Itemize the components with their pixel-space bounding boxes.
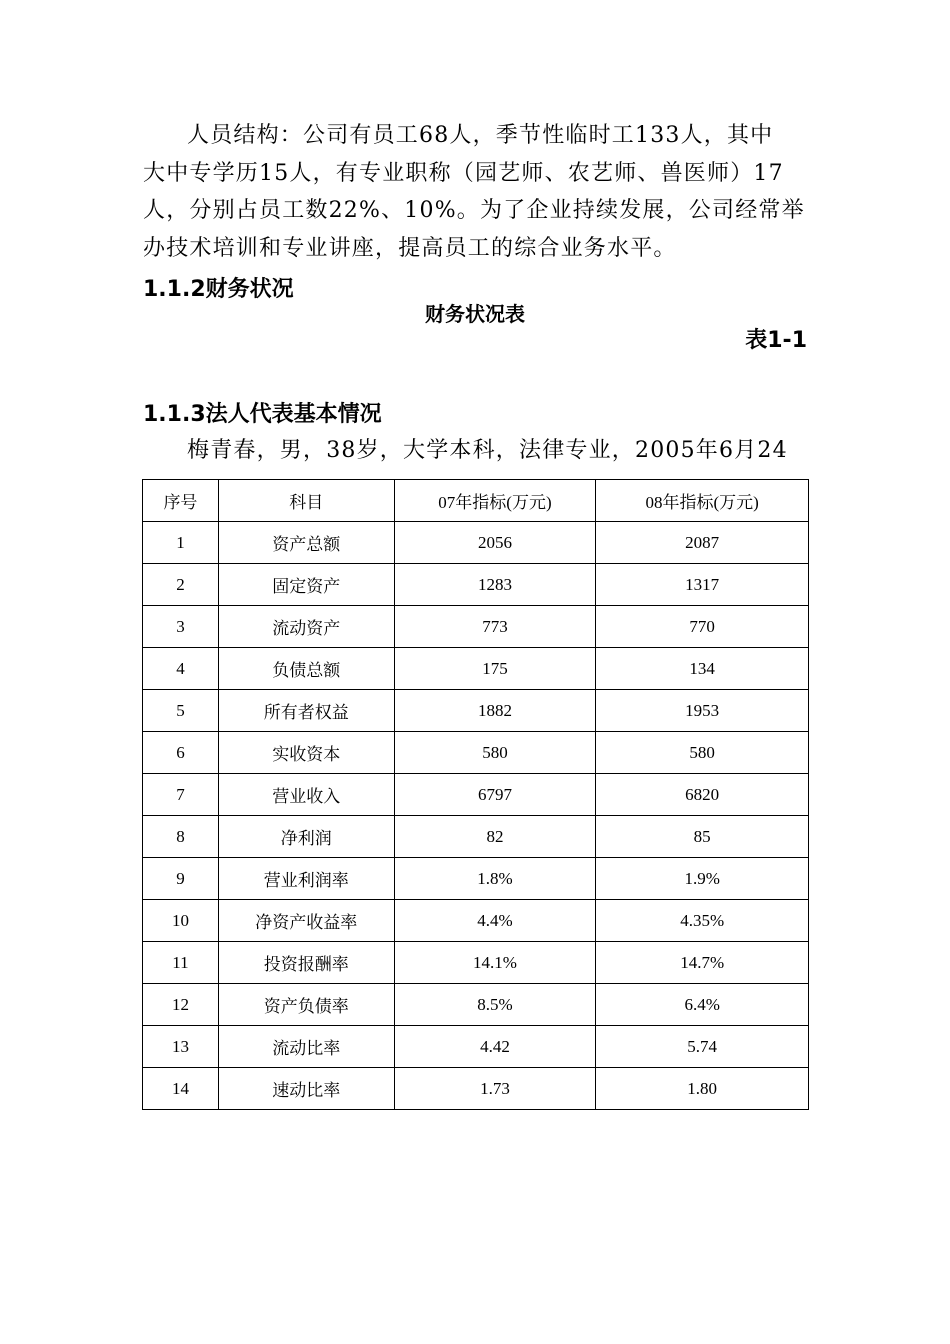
paragraph-line: 人，分别占员工数22%、10%。为了企业持续发展，公司经常举 bbox=[143, 198, 805, 223]
table-cell: 580 bbox=[596, 732, 809, 774]
legal-rep-text: 梅青春，男，38岁，大学本科，法律专业，2005年6月24 bbox=[187, 438, 788, 463]
table-cell: 14 bbox=[143, 1068, 219, 1110]
table-cell: 14.1% bbox=[394, 942, 596, 984]
table-cell: 175 bbox=[394, 648, 596, 690]
table-cell: 10 bbox=[143, 900, 219, 942]
table-cell: 1317 bbox=[596, 564, 809, 606]
table-cell: 2087 bbox=[596, 522, 809, 564]
column-header: 08年指标(万元) bbox=[596, 480, 809, 522]
table-cell: 资产总额 bbox=[218, 522, 394, 564]
table-cell: 1283 bbox=[394, 564, 596, 606]
table-cell: 580 bbox=[394, 732, 596, 774]
table-cell: 负债总额 bbox=[218, 648, 394, 690]
table-row bbox=[143, 900, 809, 942]
table-cell: 2 bbox=[143, 564, 219, 606]
table-cell: 9 bbox=[143, 858, 219, 900]
column-header: 科目 bbox=[218, 480, 394, 522]
table-row bbox=[143, 942, 809, 984]
section-heading-legal-rep: 1.1.3法人代表基本情况 bbox=[143, 402, 382, 427]
table-cell: 6797 bbox=[394, 774, 596, 816]
table-row bbox=[143, 1026, 809, 1068]
table-cell: 134 bbox=[596, 648, 809, 690]
staff-paragraph bbox=[143, 117, 807, 267]
paragraph-line: 人员结构：公司有员工68人，季节性临时工133人，其中 bbox=[187, 123, 774, 148]
table-cell: 5 bbox=[143, 690, 219, 732]
table-row bbox=[143, 522, 809, 564]
table-title: 财务状况表 bbox=[425, 302, 525, 326]
table-cell: 4.35% bbox=[596, 900, 809, 942]
table-cell: 2056 bbox=[394, 522, 596, 564]
table-cell: 4.4% bbox=[394, 900, 596, 942]
table-cell: 5.74 bbox=[596, 1026, 809, 1068]
table-row bbox=[143, 564, 809, 606]
table-cell: 11 bbox=[143, 942, 219, 984]
table-cell: 770 bbox=[596, 606, 809, 648]
table-cell: 1.9% bbox=[596, 858, 809, 900]
table-cell: 8.5% bbox=[394, 984, 596, 1026]
table-row bbox=[143, 774, 809, 816]
table-cell: 营业利润率 bbox=[218, 858, 394, 900]
table-cell: 773 bbox=[394, 606, 596, 648]
table-cell: 1 bbox=[143, 522, 219, 564]
table-cell: 12 bbox=[143, 984, 219, 1026]
financial-table bbox=[142, 479, 809, 1110]
table-cell: 6.4% bbox=[596, 984, 809, 1026]
table-cell: 13 bbox=[143, 1026, 219, 1068]
paragraph-line: 办技术培训和专业讲座，提高员工的综合业务水平。 bbox=[143, 235, 677, 261]
table-cell: 6820 bbox=[596, 774, 809, 816]
table-cell: 投资报酬率 bbox=[218, 942, 394, 984]
table-cell: 4 bbox=[143, 648, 219, 690]
table-row bbox=[143, 690, 809, 732]
table-cell: 净资产收益率 bbox=[218, 900, 394, 942]
table-cell: 营业收入 bbox=[218, 774, 394, 816]
table-cell: 8 bbox=[143, 816, 219, 858]
table-cell: 资产负债率 bbox=[218, 984, 394, 1026]
table-number: 表1-1 bbox=[745, 328, 807, 353]
section-heading-financial: 1.1.2财务状况 bbox=[143, 277, 294, 302]
paragraph-line: 大中专学历15人，有专业职称（园艺师、农艺师、兽医师）17 bbox=[143, 160, 784, 186]
table-row bbox=[143, 732, 809, 774]
table-cell: 流动资产 bbox=[218, 606, 394, 648]
table-row bbox=[143, 858, 809, 900]
table-cell: 82 bbox=[394, 816, 596, 858]
column-header: 07年指标(万元) bbox=[394, 480, 596, 522]
table-cell: 1.80 bbox=[596, 1068, 809, 1110]
table-row bbox=[143, 648, 809, 690]
table-cell: 3 bbox=[143, 606, 219, 648]
table-row bbox=[143, 816, 809, 858]
column-header: 序号 bbox=[143, 480, 219, 522]
table-cell: 净利润 bbox=[218, 816, 394, 858]
table-cell: 固定资产 bbox=[218, 564, 394, 606]
table-cell: 所有者权益 bbox=[218, 690, 394, 732]
table-cell: 85 bbox=[596, 816, 809, 858]
table-row bbox=[143, 606, 809, 648]
table-cell: 4.42 bbox=[394, 1026, 596, 1068]
table-cell: 1953 bbox=[596, 690, 809, 732]
table-header-row bbox=[143, 480, 809, 522]
table-cell: 实收资本 bbox=[218, 732, 394, 774]
table-cell: 速动比率 bbox=[218, 1068, 394, 1110]
table-cell: 14.7% bbox=[596, 942, 809, 984]
table-cell: 6 bbox=[143, 732, 219, 774]
table-row bbox=[143, 984, 809, 1026]
table-cell: 1.73 bbox=[394, 1068, 596, 1110]
table-cell: 流动比率 bbox=[218, 1026, 394, 1068]
table-cell: 7 bbox=[143, 774, 219, 816]
table-cell: 1882 bbox=[394, 690, 596, 732]
table-row bbox=[143, 1068, 809, 1110]
table-cell: 1.8% bbox=[394, 858, 596, 900]
